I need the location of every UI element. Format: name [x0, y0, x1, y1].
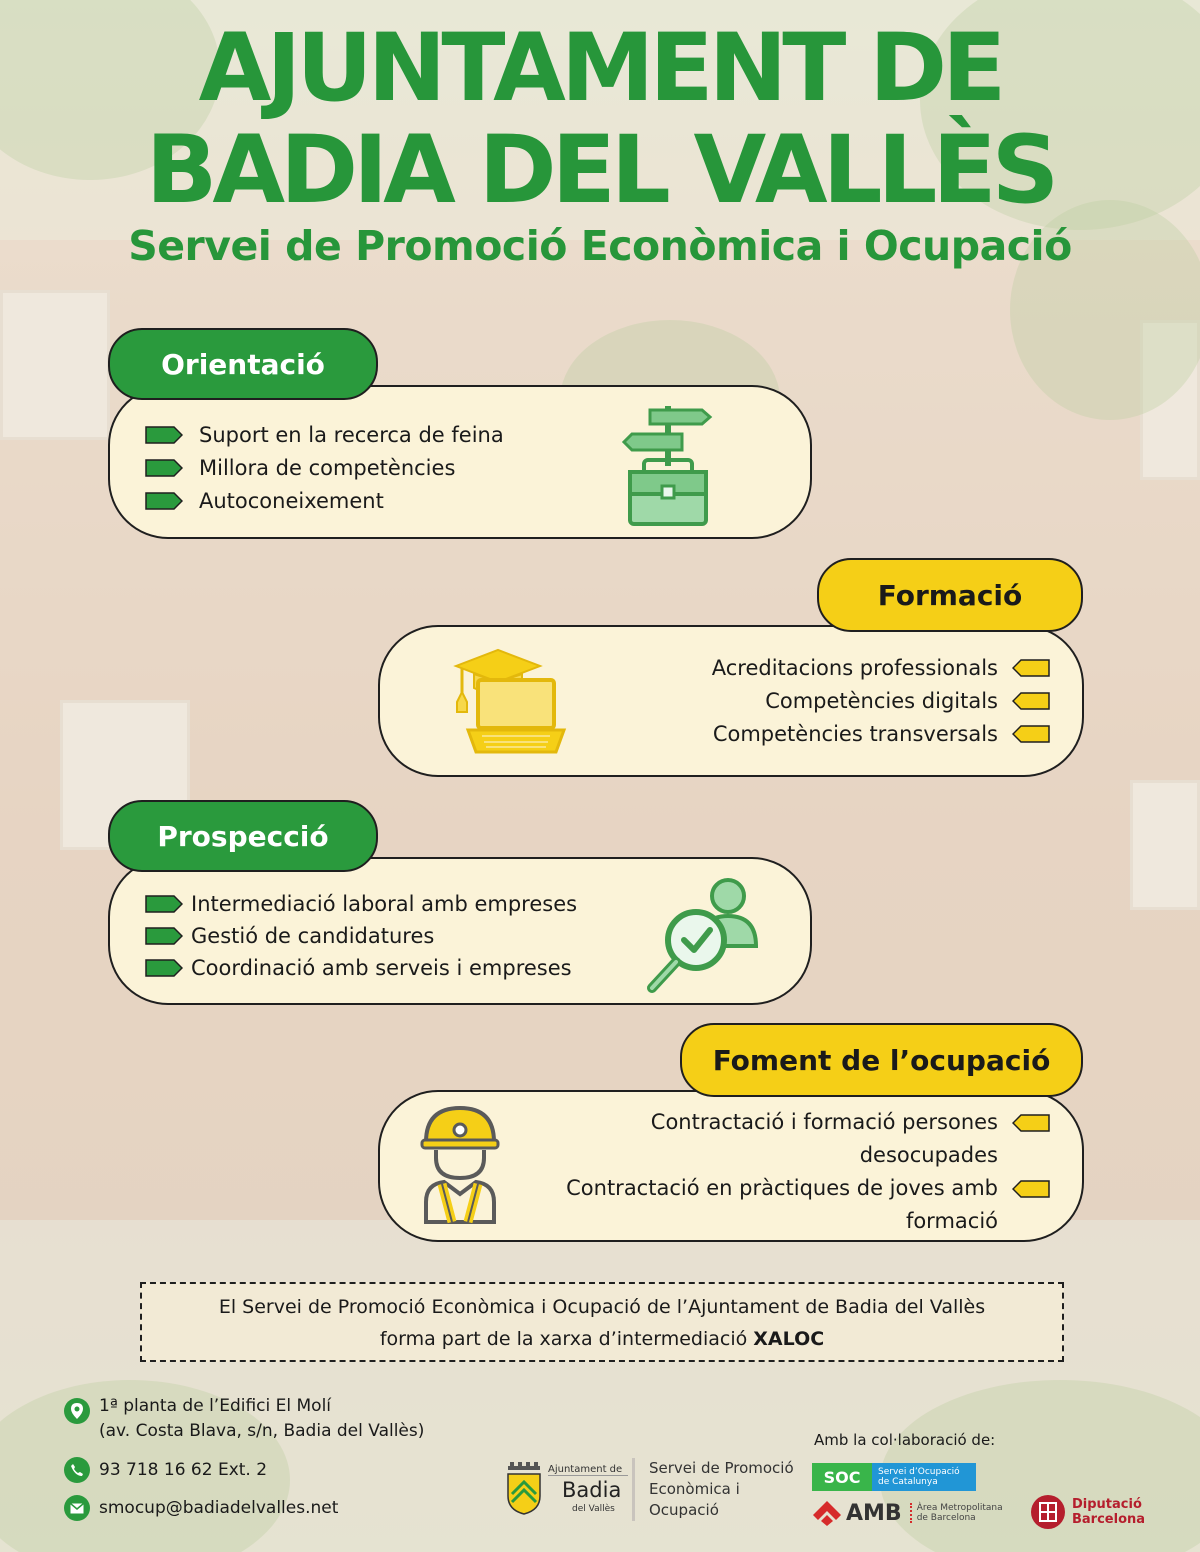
- amb-logo: [812, 1500, 1003, 1526]
- soc-text: [872, 1463, 976, 1491]
- list-item: [500, 1172, 1050, 1238]
- list-item: [600, 684, 1050, 717]
- list-formacio: [600, 651, 1050, 750]
- tag-prospeccio: Prospecció: [108, 800, 378, 872]
- arrow-left-icon: [1012, 659, 1050, 677]
- servei-line-1: Servei de Promoció: [649, 1459, 794, 1477]
- list-item: [145, 484, 504, 517]
- address-line-1: 1ª planta de l’Edifici El Molí: [99, 1396, 332, 1416]
- diputacio-line-2: Barcelona: [1072, 1512, 1146, 1527]
- notice-line-2-text: forma part de la xarxa d’intermediació: [379, 1328, 748, 1350]
- list-item-label: Millora de competències: [199, 455, 456, 480]
- contact-phone: [64, 1457, 267, 1483]
- amb-text: [910, 1503, 1003, 1523]
- amb-diamond-icon: [812, 1500, 842, 1526]
- graduation-laptop-icon: [452, 644, 570, 756]
- list-prospeccio: [145, 888, 577, 984]
- list-item: [145, 888, 577, 920]
- arrow-left-icon: [1012, 1180, 1050, 1198]
- list-item-label-cont: desocupades: [859, 1143, 998, 1167]
- list-item: [145, 451, 504, 484]
- page-subtitle: Servei de Promoció Econòmica i Ocupació: [128, 222, 1072, 270]
- servei-line-2: Econòmica i: [649, 1480, 740, 1498]
- notice-xaloc: XALOC: [753, 1328, 825, 1350]
- xaloc-notice: [140, 1282, 1064, 1362]
- list-item-label: Intermediació laboral amb empreses: [191, 892, 578, 916]
- contact-address: [64, 1394, 424, 1444]
- page-title: [0, 14, 1200, 225]
- arrow-right-icon: [145, 895, 183, 913]
- diputacio-seal-icon: [1030, 1494, 1066, 1530]
- email-address[interactable]: smocup@badiadelvalles.net: [99, 1498, 339, 1518]
- soc-short: SOC: [812, 1463, 872, 1491]
- list-item-label: Competències digitals: [765, 688, 998, 713]
- list-item-label: Coordinació amb serveis i empreses: [191, 956, 572, 980]
- soc-line-1: Servei d’Ocupació: [878, 1467, 960, 1477]
- arrow-right-icon: [145, 959, 183, 977]
- badia-logo-main: Badia: [562, 1478, 622, 1502]
- amb-line-1: Àrea Metropolitana: [916, 1503, 1003, 1513]
- list-orientacio: [145, 418, 504, 517]
- badia-logo-sub: del Vallès: [572, 1504, 615, 1514]
- tag-foment: Foment de l’ocupació: [680, 1023, 1083, 1097]
- soc-line-2: de Catalunya: [878, 1477, 938, 1487]
- tag-orientacio: Orientació: [108, 328, 378, 400]
- diputacio-logo: [1030, 1494, 1145, 1530]
- list-item: [600, 717, 1050, 750]
- list-foment: [500, 1106, 1050, 1238]
- diputacio-line-1: Diputació: [1072, 1497, 1142, 1512]
- list-item-label: Autoconeixement: [199, 488, 384, 513]
- notice-line-1: El Servei de Promoció Econòmica i Ocupació de l’Ajuntament de Badia del Vallès: [218, 1296, 986, 1318]
- mail-icon: [64, 1495, 90, 1521]
- notice-line-2: [142, 1323, 1062, 1355]
- diputacio-text: [1072, 1497, 1145, 1527]
- tag-formacio: Formació: [817, 558, 1083, 632]
- list-item-label: Contractació i formació persones: [650, 1110, 998, 1134]
- contact-email: [64, 1495, 338, 1521]
- collaboration-label: Amb la col·laboració de:: [814, 1431, 996, 1449]
- servei-line-3: Ocupació: [649, 1501, 719, 1519]
- arrow-right-icon: [145, 426, 183, 444]
- location-pin-icon: [64, 1398, 90, 1424]
- arrow-left-icon: [1012, 1114, 1050, 1132]
- list-item-label: Gestió de candidatures: [191, 924, 435, 948]
- list-item-label: Suport en la recerca de feina: [199, 422, 504, 447]
- list-item-label-cont: formació: [905, 1209, 998, 1233]
- construction-worker-icon: [420, 1102, 500, 1226]
- list-item: [145, 920, 577, 952]
- title-line-1: AJUNTAMENT DE: [198, 14, 1002, 123]
- list-item-label: Competències transversals: [712, 721, 998, 746]
- phone-icon: [64, 1457, 90, 1483]
- badia-crest-icon: [506, 1460, 542, 1516]
- list-item: [145, 418, 504, 451]
- arrow-left-icon: [1012, 692, 1050, 710]
- badia-logo-small: Ajuntament de: [548, 1464, 628, 1476]
- phone-number[interactable]: 93 718 16 62 Ext. 2: [99, 1460, 268, 1480]
- arrow-right-icon: [145, 927, 183, 945]
- person-search-check-icon: [644, 876, 760, 996]
- arrow-right-icon: [145, 492, 183, 510]
- arrow-left-icon: [1012, 725, 1050, 743]
- servei-logo: [632, 1458, 794, 1521]
- amb-short: AMB: [846, 1500, 902, 1526]
- arrow-right-icon: [145, 459, 183, 477]
- amb-line-2: de Barcelona: [916, 1513, 976, 1523]
- title-line-2: BADIA DEL VALLÈS: [145, 116, 1055, 225]
- list-item: [500, 1106, 1050, 1172]
- list-item: [145, 952, 577, 984]
- signpost-briefcase-icon: [618, 402, 718, 528]
- list-item: [600, 651, 1050, 684]
- list-item-label: Acreditacions professionals: [711, 655, 998, 680]
- soc-logo: [812, 1463, 976, 1491]
- address-line-2: (av. Costa Blava, s/n, Badia del Vallès): [99, 1421, 425, 1441]
- list-item-label: Contractació en pràctiques de joves amb: [566, 1176, 998, 1200]
